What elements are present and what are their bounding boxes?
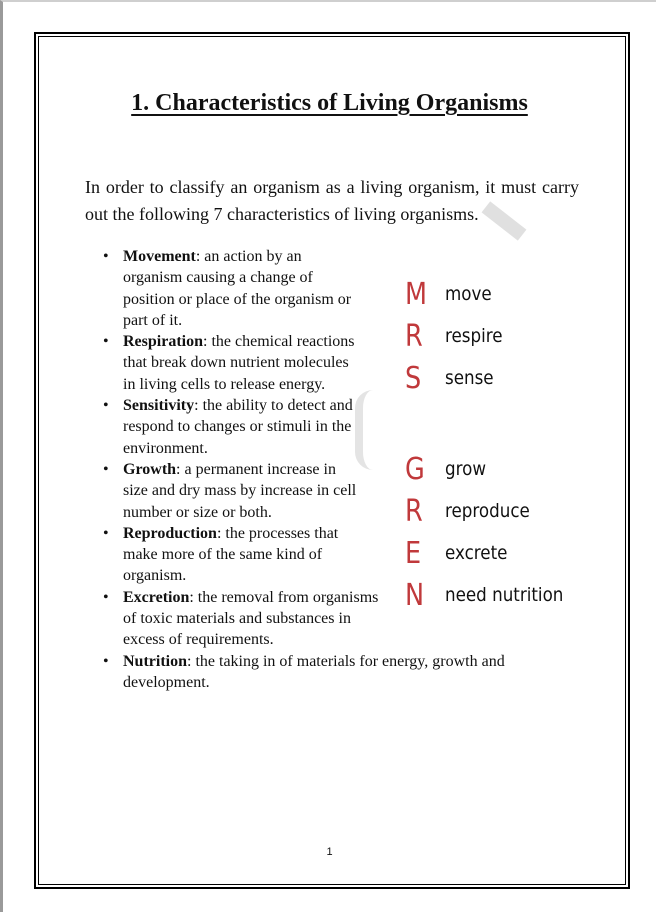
mnemonic-letter: M	[405, 276, 428, 312]
term-label: Reproduction	[123, 524, 217, 542]
list-item-excretion	[103, 587, 393, 651]
list-item-respiration	[103, 331, 365, 395]
mnemonic-letter: S	[405, 360, 422, 396]
term-definition: : the chemical reactions that break down nutrient molecules in living cells to release energy.	[123, 333, 355, 393]
mnemonic-letter: E	[405, 535, 422, 571]
mnemonic-row-sense	[405, 358, 500, 398]
mnemonic-word: need nutrition	[445, 584, 564, 606]
mnemonic-row-respire	[405, 316, 510, 356]
page-number: 1	[326, 846, 333, 858]
term-definition: : the ability to detect and respond to changes or stimuli in the environment.	[123, 397, 353, 457]
mnemonic-row-excrete	[405, 533, 516, 573]
list-item-growth	[103, 459, 363, 523]
list-item-reproduction	[103, 523, 367, 587]
mnemonic-word: respire	[445, 325, 503, 347]
term-label: Movement	[123, 248, 196, 265]
mnemonic-word: grow	[445, 458, 487, 480]
mnemonic-letter: R	[405, 318, 423, 354]
list-item-nutrition	[103, 651, 543, 694]
page-title: 1. Characteristics of Living Organisms	[131, 90, 528, 116]
intro-paragraph: In order to classify an organism as a living organism, it must carry out the following 7 characteristics of living organisms.	[85, 177, 579, 224]
term-label: Excretion	[123, 588, 190, 606]
mnemonic-letter: N	[405, 577, 425, 613]
bullet-icon: •	[103, 460, 109, 478]
mnemonic-row-need-nutrition	[405, 575, 580, 615]
mnemonic-word: excrete	[445, 542, 508, 564]
bullet-icon: •	[103, 652, 109, 670]
term-definition: : an action by an organism causing a change of position or place of the organism or part of it.	[123, 248, 352, 329]
list-item-movement	[103, 246, 363, 331]
term-label: Growth	[123, 460, 177, 478]
bullet-icon: •	[103, 333, 109, 351]
bullet-icon: •	[103, 524, 109, 542]
mnemonic-word: move	[445, 283, 492, 305]
mnemonic-row-reproduce	[405, 491, 541, 531]
list-item-sensitivity	[103, 395, 369, 459]
term-label: Sensitivity	[123, 397, 195, 415]
mnemonic-word: reproduce	[445, 500, 530, 522]
mnemonic-letter: R	[405, 493, 423, 529]
bullet-icon: •	[103, 248, 109, 265]
mnemonic-row-move	[405, 274, 498, 314]
term-label: Respiration	[123, 333, 203, 351]
mnemonic-word: sense	[445, 367, 494, 389]
bullet-icon: •	[103, 588, 109, 606]
bullet-icon: •	[103, 397, 109, 415]
term-label: Nutrition	[123, 652, 187, 670]
mnemonic-letter: G	[405, 451, 425, 487]
mnemonic-list	[405, 272, 605, 622]
term-definition: : a permanent increase in size and dry mass by increase in cell number or size or both.	[123, 460, 357, 521]
term-definition: : the removal from organisms of toxic materials and substances in excess of requirements.	[123, 588, 379, 649]
term-definition: : the taking in of materials for energy, growth and development.	[123, 652, 505, 691]
term-definition: : the processes that make more of the same kind of organism.	[123, 524, 339, 585]
mnemonic-row-grow	[405, 449, 492, 489]
